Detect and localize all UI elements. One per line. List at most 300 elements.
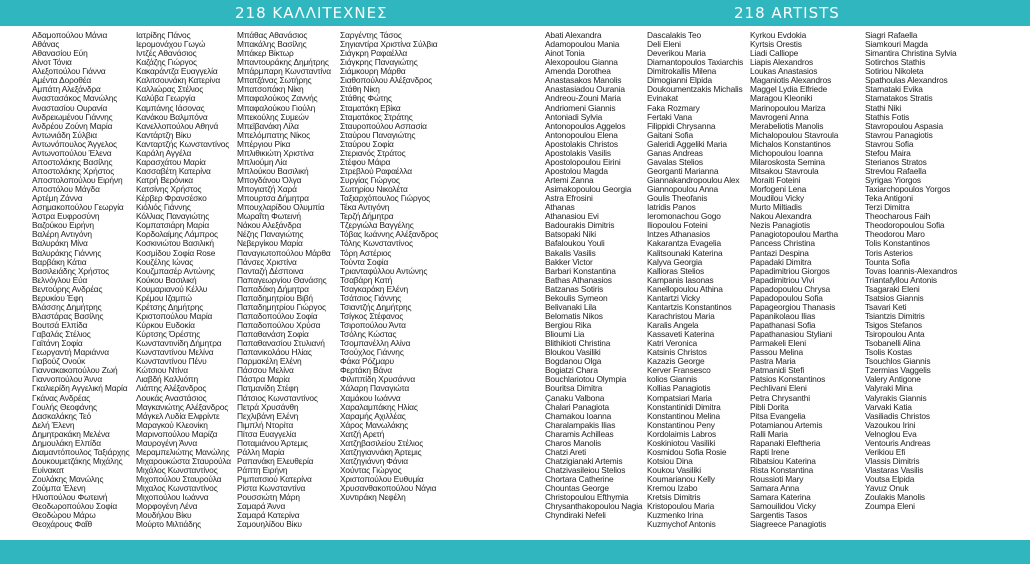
artist-name: Çanaku Valbona xyxy=(545,393,605,403)
artist-name: Blithikioti Christina xyxy=(545,339,611,349)
artist-name: Φάκα Ρόζμαρυ xyxy=(340,357,394,367)
artist-name: Bakker Victor xyxy=(545,257,593,267)
artist-name: Loukas Anastasios xyxy=(750,67,818,77)
artist-name: Δημητρακάκη Μελένα xyxy=(32,429,110,439)
artist-name: Kantartzis Konstantinos xyxy=(647,302,732,312)
artist-name: Κουζμπασέρ Αντώνης xyxy=(136,266,215,276)
artist-name: Κοσμίδου Σοφία Rose xyxy=(136,248,216,258)
artist-name: Αλεξοπούλου Γιάννα xyxy=(32,67,106,77)
artist-name: Teka Antigoni xyxy=(865,194,913,204)
artist-name: Murto Miltiadis xyxy=(750,203,802,213)
artist-name: Μπαφαλούκου Γιούλη xyxy=(237,103,316,113)
artist-name: Αναστασάκος Μανώλης xyxy=(32,94,118,104)
artist-name: Belivanaki Lila xyxy=(545,302,597,312)
artist-name: Μιχαλος Κωνσταντίνος xyxy=(136,484,218,494)
artist-name: Βαλέρη Αντιγόνη xyxy=(32,230,92,240)
artist-name: Sotirchos Stathis xyxy=(865,58,926,68)
artist-name: Βερυκίου Έφη xyxy=(32,293,84,303)
artist-name: Tsobanelli Alina xyxy=(865,339,921,349)
artist-name: Maganiotis Alexandros xyxy=(750,76,832,86)
artist-name: Κρέτσης Δημήτρης xyxy=(136,302,204,312)
artist-name: Rapanaki Eleftheria xyxy=(750,438,821,448)
artist-name: Σταύρου Παναγιώτης xyxy=(340,130,416,140)
artist-name: Κορδολαίμης Λάμπρος xyxy=(136,230,218,240)
artist-name: Strevlou Rafaella xyxy=(865,166,927,176)
artist-name: Αντωνόπουλος Άγγελος xyxy=(32,139,117,149)
artist-name: Kyrkou Evdokia xyxy=(750,31,807,40)
artist-name: Γιαννοπούλου Άννα xyxy=(32,375,103,385)
artist-name: Samara Anna xyxy=(750,484,800,494)
artist-name: Χάρος Μανωλάκης xyxy=(340,420,409,430)
artist-name: Γκαλιερίδη Αγγελική Μαρία xyxy=(32,384,128,394)
artist-name: Vazoukou Irini xyxy=(865,420,916,430)
artist-name: Μπλούκου Βασιλική xyxy=(237,166,309,176)
artist-name: Χούντας Γιώργος xyxy=(340,466,402,475)
artist-name: Kollias Panagiotis xyxy=(647,384,711,394)
artist-name: Νέζης Παναγιώτης xyxy=(237,230,304,240)
artist-name: Αποστολάκης Χρήστος xyxy=(32,166,115,176)
artist-name: Ventouris Andreas xyxy=(865,438,931,448)
artist-name: Σιαθοπούλου Αλέξανδρος xyxy=(340,76,433,86)
artist-name: Pitsa Evangelia xyxy=(750,411,806,421)
artist-name: Parmakeli Eleni xyxy=(750,339,806,349)
artist-name: Astra Efrosini xyxy=(545,194,593,204)
artist-name: kolios Giannis xyxy=(647,375,698,385)
artist-name: Πετρά Χρυσάνθη xyxy=(237,402,299,412)
artist-name: Μωραΐτη Φωτεινή xyxy=(237,212,301,222)
artist-name: Δουκουμετζάκης Μιχάλης xyxy=(32,456,123,466)
artist-name: Valyrakis Giannis xyxy=(865,393,927,403)
artist-name: Αδαμοπούλου Μάνια xyxy=(32,31,108,40)
artist-name: Αθάνας xyxy=(32,40,60,50)
artist-name: Ποταμιάνου Άρτεμις xyxy=(237,438,308,448)
artist-name: Παπαθανασίου Στυλιανή xyxy=(237,339,325,349)
artist-name: Δελή Έλενη xyxy=(32,420,75,430)
english-names-column-1 xyxy=(545,31,645,520)
artist-name: Ρίστα Κωνσταντίνα xyxy=(237,484,306,494)
artist-name: Μαρινοπούλου Μαρίζα xyxy=(136,429,218,439)
artist-name: Κατρή Βερόνικα xyxy=(136,176,193,185)
artist-name: Χατζή Αρετή xyxy=(340,429,385,439)
artist-name: Toris Asterios xyxy=(865,248,913,258)
artist-name: Μπογδάνου Όλγα xyxy=(237,176,302,185)
artist-name: Kuzmychof Antonis xyxy=(647,520,716,530)
artist-name: Χρυσανθακοπούλου Νάγια xyxy=(340,484,437,494)
artist-name: Μπουχλαρίδου Ολυμπία xyxy=(237,203,325,213)
artist-name: Κασσαβέτη Κατερίνα xyxy=(136,166,211,176)
artist-name: Kotsiou Dina xyxy=(647,456,693,466)
artist-name: Στάθης Φώτης xyxy=(340,94,392,104)
artist-name: Παπαδοπούλου Σοφία xyxy=(237,311,318,321)
artist-name: Kantartzi Vicky xyxy=(647,293,700,303)
artist-name: Syrigas Yiorgos xyxy=(865,176,921,185)
artist-name: Barbari Konstantina xyxy=(545,266,616,276)
artist-name: Tsouchlos Giannis xyxy=(865,357,931,367)
artist-name: Μπατζάνας Σωτήρης xyxy=(237,76,312,86)
artist-name: Giannopoulou Anna xyxy=(647,185,719,195)
artist-name: Παρμακέλη Ελένη xyxy=(237,357,302,367)
artist-name: Κούκου Βασιλική xyxy=(136,275,197,285)
artist-name: Koskiniotou Vasiliki xyxy=(647,438,716,448)
artist-name: Καμπάνης Ιάσονας xyxy=(136,103,205,113)
artist-name: Moudilou Vicky xyxy=(750,194,805,204)
artist-name: Αντωνοπούλου Έλενα xyxy=(32,148,112,158)
artist-name: Konstantinidi Dimitra xyxy=(647,402,721,412)
artist-name: Koukou Vasiliki xyxy=(647,466,701,475)
artist-name: Στέφου Μάιρα xyxy=(340,157,391,167)
artist-name: Αμπάτη Αλεξάνδρα xyxy=(32,85,101,95)
artist-name: Batsopaki Niki xyxy=(545,230,596,240)
artist-name: Kretsis Dimitris xyxy=(647,493,701,503)
artist-name: Παπαδάκη Δήμητρα xyxy=(237,284,309,294)
artist-name: Bergiou Rika xyxy=(545,321,592,330)
artist-name: Ζουλάκης Μανώλης xyxy=(32,475,104,485)
artist-name: Christopoulou Efthymia xyxy=(545,493,629,503)
artist-name: Blioumi Lia xyxy=(545,330,585,340)
artist-name: Dimitrokallis Milena xyxy=(647,67,717,77)
artist-name: Kristopoulou Maria xyxy=(647,502,715,512)
artist-name: Χατζηβασιλείου Στέλιος xyxy=(340,438,424,448)
artist-name: Πιμπλή Ντορίτα xyxy=(237,420,294,430)
artist-name: Kazazis George xyxy=(647,357,705,367)
artist-name: Petra Chrysanthi xyxy=(750,393,810,403)
artist-name: Anastasakos Manolis xyxy=(545,76,622,86)
artist-name: Κομπατσιάρη Μαρία xyxy=(136,221,210,231)
artist-name: Maragou Kleoniki xyxy=(750,94,813,104)
artist-name: Σαργέντης Τάσος xyxy=(340,31,402,40)
artist-name: Panagiotopoulou Martha xyxy=(750,230,838,240)
artist-name: Antoniadi Sylvia xyxy=(545,112,603,122)
artist-name: Χάλαρη Παναγιώτα xyxy=(340,384,410,394)
artist-name: Νεβεργίκου Μαρία xyxy=(237,239,303,249)
artist-name: Μπογιατζή Χαρά xyxy=(237,185,297,195)
artist-name: Κανταρτζής Κωνσταντίνος xyxy=(136,139,230,149)
artist-name: Roussioti Mary xyxy=(750,475,804,485)
artist-name: Κουζέλης Ιώνας xyxy=(136,257,194,267)
artist-name: Passou Melina xyxy=(750,348,803,358)
artist-name: Δημουλάκη Ελπίδα xyxy=(32,438,101,448)
artist-name: Χαμάκου Ιωάννα xyxy=(340,393,401,403)
artist-name: Μπέργιου Ρίκα xyxy=(237,139,291,149)
artist-name: Τσιροπούλου Άντα xyxy=(340,321,406,330)
artist-name: Stamataki Evika xyxy=(865,85,923,95)
artist-name: Stamatakos Stratis xyxy=(865,94,933,104)
artist-name: Anastasiadou Ourania xyxy=(545,85,625,95)
artist-name: Κοσκινιώτου Βασιλική xyxy=(136,239,214,249)
artist-name: Deverikou Maria xyxy=(647,49,706,59)
artist-name: Marinopoulou Mariza xyxy=(750,103,826,113)
artist-name: Pechlivani Eleni xyxy=(750,384,807,394)
artist-name: Zoulakis Manolis xyxy=(865,493,925,503)
artist-name: Κριστοπούλου Μαρία xyxy=(136,311,213,321)
artist-name: Βελνόγλου Εύα xyxy=(32,275,88,285)
artist-name: Sotiriou Nikoleta xyxy=(865,67,924,77)
artist-name: Maggel Lydia Elfriede xyxy=(750,85,828,95)
artist-name: Bouritsa Dimitra xyxy=(545,384,603,394)
artist-name: Tounta Sofia xyxy=(865,257,910,267)
header-band xyxy=(0,0,1030,26)
artist-name: Κωνσταντινίδη Δήμητρα xyxy=(136,339,222,349)
artist-name: Χαραμής Αχιλλέας xyxy=(340,411,406,421)
artist-name: Bogiatzi Chara xyxy=(545,366,598,376)
artist-name: Μπεκούλης Συμεών xyxy=(237,112,309,122)
artist-name: Λιαβδή Καλλιόπη xyxy=(136,375,199,385)
artist-name: Kalyva Georgia xyxy=(647,257,703,267)
artist-name: Τσίγκος Στέφανος xyxy=(340,311,404,321)
artist-name: Morfogeni Lena xyxy=(750,185,807,195)
artist-name: Γιαννακακοπούλου Ζωή xyxy=(32,366,118,376)
artist-name: Τσαγκαράκη Ελένη xyxy=(340,284,409,294)
artist-name: Vlastaras Vasilis xyxy=(865,466,924,475)
artist-name: Μεραμπελιώτης Μανώλης xyxy=(136,447,230,457)
artist-name: Φιλιππίδη Χρυσάννα xyxy=(340,375,416,385)
artist-name: Τσόλης Κώστας xyxy=(340,330,397,340)
artist-name: Bogdanou Olga xyxy=(545,357,602,367)
artist-name: Κέρβερ Φρανσέσκο xyxy=(136,194,207,204)
artist-name: Giannakandropoulou Alex xyxy=(647,176,740,185)
artist-name: Zoumpa Eleni xyxy=(865,502,915,512)
artist-name: Chrysanthakopoulou Nagia xyxy=(545,502,643,512)
artist-name: Moraiti Foteini xyxy=(750,176,801,185)
artist-name: Παπαδοπούλου Χρύσα xyxy=(237,321,321,330)
artist-name: Νάκου Αλεξάνδρα xyxy=(237,221,302,231)
artist-name: Καλλιώρας Στέλιος xyxy=(136,85,204,95)
artist-name: Αποστόλου Μάγδα xyxy=(32,185,100,195)
artist-name: Αποστολάκης Βασίλης xyxy=(32,157,113,167)
artist-name: Kalitsounaki Katerina xyxy=(647,248,723,258)
artist-name: Μπατσοπάκη Νίκη xyxy=(237,85,304,95)
artist-name: Bafaloukou Youli xyxy=(545,239,605,249)
artist-name: Gaitani Sofia xyxy=(647,130,694,140)
artist-name: Stathis Fotis xyxy=(865,112,910,122)
artist-name: Ευίνακατ xyxy=(32,466,65,475)
artist-name: Μάγκελ Λυδία Ελφρίντε xyxy=(136,411,220,421)
artist-name: Μπεϊβανάκη Λίλα xyxy=(237,121,299,131)
artist-name: Kallioras Stelios xyxy=(647,266,705,276)
artist-name: Kremou Izabo xyxy=(647,484,698,494)
artist-name: Μπάρμπαρη Κωνσταντίνα xyxy=(237,67,331,77)
artist-name: Κακαράντζα Ευαγγελία xyxy=(136,67,218,77)
artist-name: Μιχαρουκώστα Σταυρούλα xyxy=(136,456,231,466)
artist-name: Παπαδημητρίου Βιβή xyxy=(237,293,313,303)
artist-name: Gavalas Stelios xyxy=(647,157,703,167)
artist-name: Πάστρα Μαρία xyxy=(237,375,290,385)
artist-name: Stavrou Sofia xyxy=(865,139,914,149)
artist-name: Ζούμπα Έλενη xyxy=(32,484,86,494)
artist-name: Katri Veronica xyxy=(647,339,698,349)
greek-heading: 218 ΚΑΛΛΙΤΕΧΝΕΣ xyxy=(235,4,388,22)
artist-name: Ιερομονάχου Γωγώ xyxy=(136,40,206,50)
artist-name: Πάτσιος Κωνσταντίνος xyxy=(237,393,318,403)
artist-name: Filippidi Chrysanna xyxy=(647,121,716,131)
artist-name: Χυντιράκη Νεφέλη xyxy=(340,493,406,503)
artist-name: Valyraki Mina xyxy=(865,384,913,394)
artist-name: Κανελλοπούλου Αθηνά xyxy=(136,121,219,131)
artist-name: Doukoumentzakis Michalis xyxy=(647,85,743,95)
artist-name: Πεχλιβάνη Ελένη xyxy=(237,411,299,421)
artist-name: Asimakopoulou Georgia xyxy=(545,185,632,195)
artist-name: Karachristou Maria xyxy=(647,311,715,321)
artist-name: Papadaki Dimitra xyxy=(750,257,812,267)
artist-name: Μπάθας Αθανάσιος xyxy=(237,31,308,40)
artist-name: Mitsakou Stavroula xyxy=(750,166,819,176)
artist-name: Alexopoulou Gianna xyxy=(545,58,618,68)
artist-name: Papathanasi Sofia xyxy=(750,321,816,330)
english-names-column-3 xyxy=(750,31,852,529)
artist-name: Chatzi Areti xyxy=(545,447,587,457)
artist-name: Καλιτσουνάκη Κατερίνα xyxy=(136,76,221,86)
artist-name: Charos Manolis xyxy=(545,438,602,448)
artist-name: Pantazi Despina xyxy=(750,248,809,258)
artist-name: Spathoulas Alexandros xyxy=(865,76,948,86)
artist-name: Evinakat xyxy=(647,94,678,104)
artist-name: Μιχάλος Κωνσταντίνος xyxy=(136,466,218,475)
artist-name: Πατμανίδη Στέφη xyxy=(237,384,299,394)
artist-name: Ανδρέου Ζούνη Μαρία xyxy=(32,121,113,131)
artist-name: Varvaki Katia xyxy=(865,402,912,412)
artist-name: Goulis Theofanis xyxy=(647,194,708,204)
artist-name: Μαγκανιώτης Αλέξανδρος xyxy=(136,402,229,412)
artist-name: Koumarianou Kelly xyxy=(647,475,715,485)
artist-name: Papanikolaou Ilias xyxy=(750,311,816,321)
artist-name: Pibli Dorita xyxy=(750,402,789,412)
artist-name: Vlassis Dimitris xyxy=(865,456,920,466)
artist-name: Fertaki Vana xyxy=(647,112,693,122)
artist-name: Tsiropoulou Anta xyxy=(865,330,925,340)
artist-name: Καντάρτζη Βίκυ xyxy=(136,130,192,140)
artist-name: Apostolakis Christos xyxy=(545,139,618,149)
artist-name: Theodorou Maro xyxy=(865,230,925,240)
artist-name: Στρεβλού Ραφαέλλα xyxy=(340,166,412,176)
artist-name: Papathanasiou Styliani xyxy=(750,330,832,340)
artist-name: Bakalis Vasilis xyxy=(545,248,596,258)
artist-name: Faka Rozmary xyxy=(647,103,700,113)
artist-name: Iatridis Panos xyxy=(647,203,696,213)
artist-name: Artemi Zanna xyxy=(545,176,594,185)
artist-name: Κόλλιας Παναγιώτης xyxy=(136,212,210,222)
artist-name: Μπακάλης Βασίλης xyxy=(237,40,307,50)
artist-name: Φερτάκη Βάνα xyxy=(340,366,392,376)
artist-name: Λιάπης Αλέξανδρος xyxy=(136,384,207,394)
artist-name: Παπαγεωργίου Θανάσης xyxy=(237,275,327,285)
artist-name: Kampanis Iasonas xyxy=(647,275,714,285)
artist-name: Ραπανάκη Ελευθερία xyxy=(237,456,314,466)
artist-name: Παπανικολάου Ηλίας xyxy=(237,348,312,358)
artist-name: Antonopoulou Elena xyxy=(545,130,618,140)
artist-name: Σηγιαντίρα Χριστίνα Σύλβια xyxy=(340,40,438,50)
artist-name: Σαμαρά Κατερίνα xyxy=(237,511,300,521)
artist-name: Διαμαντόπουλος Ταξιάρχης xyxy=(32,447,130,457)
artist-name: Τούντα Σοφία xyxy=(340,257,389,267)
artist-name: Rapti Irene xyxy=(750,447,790,457)
artist-name: Κρέμου Ιζαμπώ xyxy=(136,293,192,303)
artist-name: Κιόλιός Γιάννης xyxy=(136,203,191,213)
artist-name: Kosmidou Sofia Rosie xyxy=(647,447,727,457)
artist-name: Βλαστάρας Βασίλης xyxy=(32,311,104,321)
artist-name: Stefou Maira xyxy=(865,148,911,158)
artist-name: Κύρτσης Όρέστης xyxy=(136,330,201,340)
artist-name: Deli Eleni xyxy=(647,40,681,50)
artist-name: Michopoulou Ioanna xyxy=(750,148,823,158)
artist-name: Στάθη Νίκη xyxy=(340,85,380,95)
artist-name: Ieromonachou Gogo xyxy=(647,212,721,222)
artist-name: Κωνσταντίνου Πένυ xyxy=(136,357,207,367)
artist-name: Tovas Ioannis-Alexandros xyxy=(865,266,958,276)
artist-name: Γεωργαντή Μαριάννα xyxy=(32,348,109,358)
artist-name: Δασκαλάκης Τεό xyxy=(32,411,91,421)
artist-name: Καρασχάτου Μαρία xyxy=(136,157,206,167)
artist-name: Rista Konstantina xyxy=(750,466,814,475)
artist-name: Αθανασίου Εύη xyxy=(32,49,88,59)
artist-name: Ανδρειωμένου Γιάννης xyxy=(32,112,113,122)
artist-name: Merabeliotis Manolis xyxy=(750,121,824,131)
artist-name: Βουτσά Ελπίδα xyxy=(32,321,88,330)
artist-name: Παπαθανάση Σοφία xyxy=(237,330,309,340)
artist-name: Theocharous Faih xyxy=(865,212,931,222)
artist-name: Βαρβάκη Κάτια xyxy=(32,257,87,267)
artist-name: Καζάζης Γιώργος xyxy=(136,58,197,68)
artist-name: Μαυρογένη Άννα xyxy=(136,438,198,448)
artist-name: Kuzmenko Irina xyxy=(647,511,704,521)
artist-name: Ράλλη Μαρία xyxy=(237,447,285,457)
artist-name: Αίνοτ Τόνια xyxy=(32,58,72,68)
artist-name: Andriomeni Giannis xyxy=(545,103,616,113)
artist-name: Voutsa Elpida xyxy=(865,475,915,485)
artist-name: Τόλης Κωνσταντίνος xyxy=(340,239,413,249)
artist-name: Κύρκου Ευδοκία xyxy=(136,321,195,330)
artist-name: Bekoulis Symeon xyxy=(545,293,608,303)
artist-name: Λουκάς Αναστάσιος xyxy=(136,393,207,403)
artist-name: Τριανταφύλλου Αντώνης xyxy=(340,266,428,276)
artist-name: Papadimitriou Vivi xyxy=(750,275,815,285)
artist-name: Πίτσα Ευαγγελία xyxy=(237,429,297,439)
artist-name: Chalari Panagiota xyxy=(545,402,610,412)
artist-name: Βεντούρης Ανδρέας xyxy=(32,284,103,294)
artist-name: Sterianos Stratos xyxy=(865,157,927,167)
artist-name: Amenda Dorothea xyxy=(545,67,611,77)
artist-name: Simantira Christina Sylvia xyxy=(865,49,957,59)
artist-name: Κατσίνης Χρήστος xyxy=(136,185,202,195)
artist-name: Tsatsios Giannis xyxy=(865,293,924,303)
artist-name: Σταματάκος Στράτης xyxy=(340,112,413,122)
artist-name: Γιαβούζ Ονούκ xyxy=(32,357,86,367)
artist-name: Αρτέμη Ζάννα xyxy=(32,194,83,204)
artist-name: Πάσσου Μελίνα xyxy=(237,366,294,376)
artist-name: Θεοδωροπούλου Σοφία xyxy=(32,502,118,512)
artist-name: Konstantinou Melina xyxy=(647,411,721,421)
artist-name: Charamis Achilleas xyxy=(545,429,614,439)
artist-name: Μπαντουράκης Δημήτρης xyxy=(237,58,329,68)
artist-name: Θεοχάρους Φαΐθ xyxy=(32,520,93,530)
artist-name: Κανάκου Βαλμπόνα xyxy=(136,112,208,122)
artist-name: Samara Katerina xyxy=(750,493,811,503)
artist-name: Triantafyllou Antonis xyxy=(865,275,937,285)
artist-name: Milaroskosta Semina xyxy=(750,157,825,167)
artist-name: Batzanas Sotiris xyxy=(545,284,604,294)
artist-name: Αντωνιάδη Σύλβια xyxy=(32,130,97,140)
artist-name: Τσαβάρη Κατή xyxy=(340,275,393,285)
artist-name: Παναγιωτοπούλου Μάρθα xyxy=(237,248,331,258)
greek-names-column-1 xyxy=(32,31,130,529)
artist-name: Τερζή Δήμητρα xyxy=(340,212,394,222)
artist-name: Σαμαρά Άννα xyxy=(237,502,286,512)
artist-name: Velnoglou Eva xyxy=(865,429,917,439)
artist-name: Kanellopoulou Athina xyxy=(647,284,723,294)
artist-name: Σιάμκουρη Μάρθα xyxy=(340,67,406,77)
artist-name: Katsinis Christos xyxy=(647,348,707,358)
artist-name: Liadi Calliope xyxy=(750,49,799,59)
artist-name: Tsolis Kostas xyxy=(865,348,912,358)
